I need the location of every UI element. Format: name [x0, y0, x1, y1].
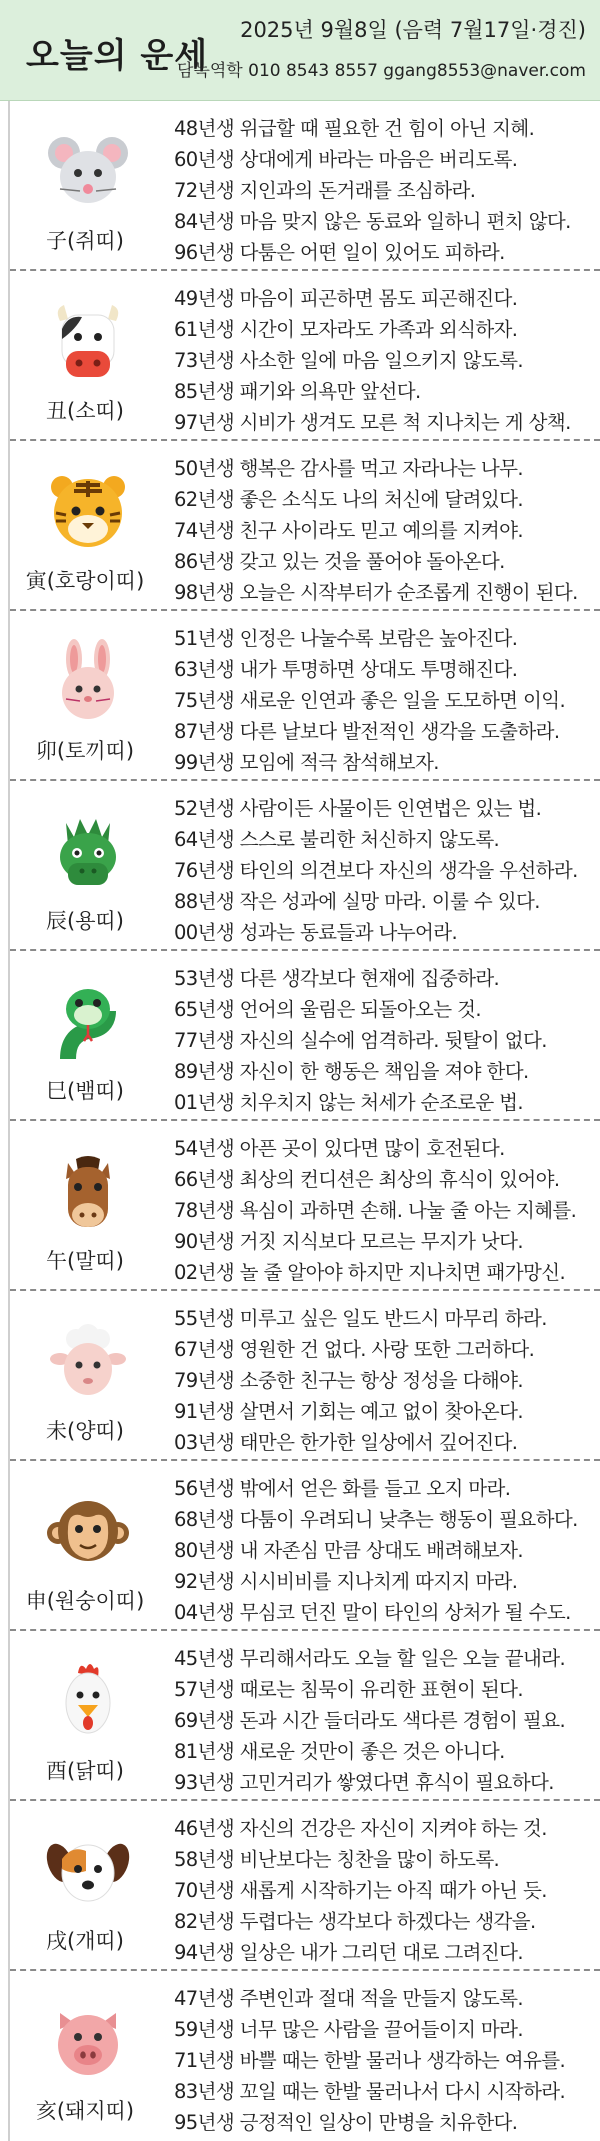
fortune-line: 73년생 사소한 일에 마음 일으키지 않도록. [174, 349, 523, 372]
fortune-line: 67년생 영원한 건 없다. 사랑 또한 그러하다. [174, 1338, 535, 1361]
zodiac-name: 酉(닭띠) [46, 1759, 124, 1783]
fortune-line: 52년생 사람이든 사물이든 인연법은 있는 법. [174, 797, 542, 820]
fortune-row [10, 1971, 600, 2141]
fortune-line: 85년생 패기와 의욕만 앞선다. [174, 380, 421, 403]
fortune-lines [174, 1983, 594, 2138]
fortune-line: 96년생 다툼은 어떤 일이 있어도 피하라. [174, 241, 505, 264]
zodiac-name: 丑(소띠) [46, 399, 124, 423]
fortune-line: 02년생 놀 줄 알아야 하지만 지나치면 패가망신. [174, 1261, 566, 1284]
zodiac-cell [10, 1971, 160, 2141]
fortune-line: 57년생 때로는 침묵이 유리한 표현이 된다. [174, 1678, 523, 1701]
fortune-line: 76년생 타인의 의견보다 자신의 생각을 우선하라. [174, 859, 578, 882]
fortune-line: 75년생 새로운 인연과 좋은 일을 도모하면 이익. [174, 689, 566, 712]
monkey-icon [46, 1489, 130, 1573]
zodiac-cell [10, 441, 160, 611]
zodiac-cell [10, 1461, 160, 1631]
fortune-lines [174, 453, 594, 608]
zodiac-name: 辰(용띠) [46, 909, 124, 933]
page-title: 오늘의 운세 [26, 36, 209, 76]
sheep-icon [46, 1319, 130, 1403]
zodiac-cell [10, 951, 160, 1121]
fortune-row [10, 101, 600, 271]
fortune-line: 80년생 내 자존심 만큼 상대도 배려해보자. [174, 1539, 523, 1562]
fortune-line: 65년생 언어의 울림은 되돌아오는 것. [174, 998, 481, 1021]
cow-icon [46, 299, 130, 383]
fortune-line: 98년생 오늘은 시작부터가 순조롭게 진행이 된다. [174, 581, 578, 604]
fortune-line: 90년생 거짓 지식보다 모르는 무지가 낫다. [174, 1230, 523, 1253]
fortune-line: 04년생 무심코 던진 말이 타인의 상처가 될 수도. [174, 1601, 571, 1624]
fortune-line: 88년생 작은 성과에 실망 마라. 이룰 수 있다. [174, 890, 540, 913]
fortune-lines [174, 1133, 594, 1288]
fortune-lines [174, 283, 594, 438]
fortune-line: 46년생 자신의 건강은 자신이 지켜야 하는 것. [174, 1817, 547, 1840]
fortune-row [10, 1631, 600, 1801]
fortune-row [10, 951, 600, 1121]
fortune-line: 79년생 소중한 친구는 항상 정성을 다해야. [174, 1369, 523, 1392]
dragon-icon [46, 809, 130, 893]
fortune-line: 00년생 성과는 동료들과 나누어라. [174, 921, 458, 944]
fortune-line: 59년생 너무 많은 사람을 끌어들이지 마라. [174, 2018, 523, 2041]
zodiac-name: 寅(호랑이띠) [25, 569, 145, 593]
fortune-row [10, 441, 600, 611]
zodiac-cell [10, 101, 160, 271]
fortune-line: 89년생 자신이 한 행동은 책임을 져야 한다. [174, 1060, 529, 1083]
horse-icon [46, 1149, 130, 1233]
fortune-line: 77년생 자신의 실수에 엄격하라. 뒷탈이 없다. [174, 1029, 547, 1052]
fortune-row [10, 1461, 600, 1631]
fortune-lines [174, 963, 594, 1118]
fortune-line: 58년생 비난보다는 칭찬을 많이 하도록. [174, 1848, 500, 1871]
fortune-lines [174, 1473, 594, 1628]
tiger-icon [46, 469, 130, 553]
fortune-line: 03년생 태만은 한가한 일상에서 깊어진다. [174, 1431, 518, 1454]
fortune-line: 64년생 스스로 불리한 처신하지 않도록. [174, 828, 500, 851]
fortune-list [8, 101, 600, 2141]
fortune-lines [174, 1303, 594, 1458]
pig-icon [46, 1999, 130, 2083]
fortune-line: 61년생 시간이 모자라도 가족과 외식하자. [174, 318, 518, 341]
fortune-row [10, 1801, 600, 1971]
zodiac-name: 午(말띠) [46, 1249, 124, 1273]
fortune-line: 63년생 내가 투명하면 상대도 투명해진다. [174, 658, 518, 681]
fortune-line: 51년생 인정은 나눌수록 보람은 높아진다. [174, 627, 518, 650]
header [0, 0, 600, 101]
zodiac-name: 巳(뱀띠) [46, 1079, 124, 1103]
fortune-line: 70년생 새롭게 시작하기는 아직 때가 아닌 듯. [174, 1879, 547, 1902]
fortune-line: 99년생 모임에 적극 참석해보자. [174, 751, 439, 774]
date-line: 2025년 9월8일 (음력 7월17일·경진) [240, 18, 586, 42]
fortune-line: 84년생 마음 맞지 않은 동료와 일하니 편치 않다. [174, 210, 571, 233]
fortune-line: 82년생 두렵다는 생각보다 하겠다는 생각을. [174, 1910, 536, 1933]
fortune-row [10, 781, 600, 951]
fortune-lines [174, 1813, 594, 1968]
fortune-line: 69년생 돈과 시간 들더라도 색다른 경험이 필요. [174, 1709, 566, 1732]
rabbit-icon [46, 639, 130, 723]
fortune-line: 97년생 시비가 생겨도 모른 척 지나치는 게 상책. [174, 411, 571, 434]
fortune-line: 72년생 지인과의 돈거래를 조심하라. [174, 179, 476, 202]
fortune-line: 92년생 시시비비를 지나치게 따지지 마라. [174, 1570, 518, 1593]
fortune-line: 55년생 미루고 싶은 일도 반드시 마무리 하라. [174, 1307, 547, 1330]
fortune-line: 45년생 무리해서라도 오늘 할 일은 오늘 끝내라. [174, 1647, 566, 1670]
snake-icon [46, 979, 130, 1063]
fortune-line: 91년생 살면서 기회는 예고 없이 찾아온다. [174, 1400, 523, 1423]
fortune-lines [174, 1643, 594, 1798]
zodiac-name: 申(원숭이띠) [25, 1589, 145, 1613]
fortune-line: 95년생 긍정적인 일상이 만병을 치유한다. [174, 2111, 518, 2134]
fortune-row [10, 1121, 600, 1291]
fortune-line: 78년생 욕심이 과하면 손해. 나눌 줄 아는 지혜를. [174, 1199, 577, 1222]
fortune-line: 62년생 좋은 소식도 나의 처신에 달려있다. [174, 488, 523, 511]
fortune-lines [174, 623, 594, 778]
zodiac-name: 卯(토끼띠) [35, 739, 135, 763]
zodiac-cell [10, 1121, 160, 1291]
fortune-line: 50년생 행복은 감사를 먹고 자라나는 나무. [174, 457, 523, 480]
fortune-line: 71년생 바쁠 때는 한발 물러나 생각하는 여유를. [174, 2049, 566, 2072]
fortune-line: 56년생 밖에서 얻은 화를 들고 오지 마라. [174, 1477, 511, 1500]
fortune-line: 01년생 치우치지 않는 처세가 순조로운 법. [174, 1091, 523, 1114]
contact-line: 담녹역학 010 8543 8557 ggang8553@naver.com [177, 61, 586, 81]
zodiac-name: 未(양띠) [46, 1419, 124, 1443]
fortune-row [10, 611, 600, 781]
fortune-line: 48년생 위급할 때 필요한 건 힘이 아닌 지혜. [174, 117, 535, 140]
fortune-lines [174, 793, 594, 948]
fortune-line: 83년생 꼬일 때는 한발 물러나서 다시 시작하라. [174, 2080, 566, 2103]
fortune-line: 68년생 다툼이 우려되니 낮추는 행동이 필요하다. [174, 1508, 578, 1531]
zodiac-cell [10, 781, 160, 951]
zodiac-cell [10, 1291, 160, 1461]
zodiac-cell [10, 611, 160, 781]
fortune-line: 54년생 아픈 곳이 있다면 많이 호전된다. [174, 1137, 505, 1160]
fortune-line: 94년생 일상은 내가 그리던 대로 그려진다. [174, 1941, 523, 1964]
fortune-line: 47년생 주변인과 절대 적을 만들지 않도록. [174, 1987, 523, 2010]
fortune-line: 49년생 마음이 피곤하면 몸도 피곤해진다. [174, 287, 518, 310]
fortune-line: 53년생 다른 생각보다 현재에 집중하라. [174, 967, 500, 990]
mouse-icon [46, 129, 130, 213]
fortune-line: 66년생 최상의 컨디션은 최상의 휴식이 있어야. [174, 1168, 560, 1191]
zodiac-name: 亥(돼지띠) [35, 2099, 135, 2123]
zodiac-name: 戌(개띠) [46, 1929, 124, 1953]
fortune-row [10, 271, 600, 441]
zodiac-cell [10, 1801, 160, 1971]
zodiac-name: 子(쥐띠) [46, 229, 124, 253]
fortune-line: 74년생 친구 사이라도 믿고 예의를 지켜야. [174, 519, 523, 542]
fortune-line: 87년생 다른 날보다 발전적인 생각을 도출하라. [174, 720, 560, 743]
zodiac-cell [10, 271, 160, 441]
rooster-icon [46, 1659, 130, 1743]
fortune-lines [174, 113, 594, 268]
fortune-line: 60년생 상대에게 바라는 마음은 버리도록. [174, 148, 518, 171]
fortune-line: 86년생 갖고 있는 것을 풀어야 돌아온다. [174, 550, 505, 573]
zodiac-cell [10, 1631, 160, 1801]
dog-icon [46, 1829, 130, 1913]
fortune-line: 93년생 고민거리가 쌓였다면 휴식이 필요하다. [174, 1771, 554, 1794]
fortune-row [10, 1291, 600, 1461]
fortune-line: 81년생 새로운 것만이 좋은 것은 아니다. [174, 1740, 505, 1763]
